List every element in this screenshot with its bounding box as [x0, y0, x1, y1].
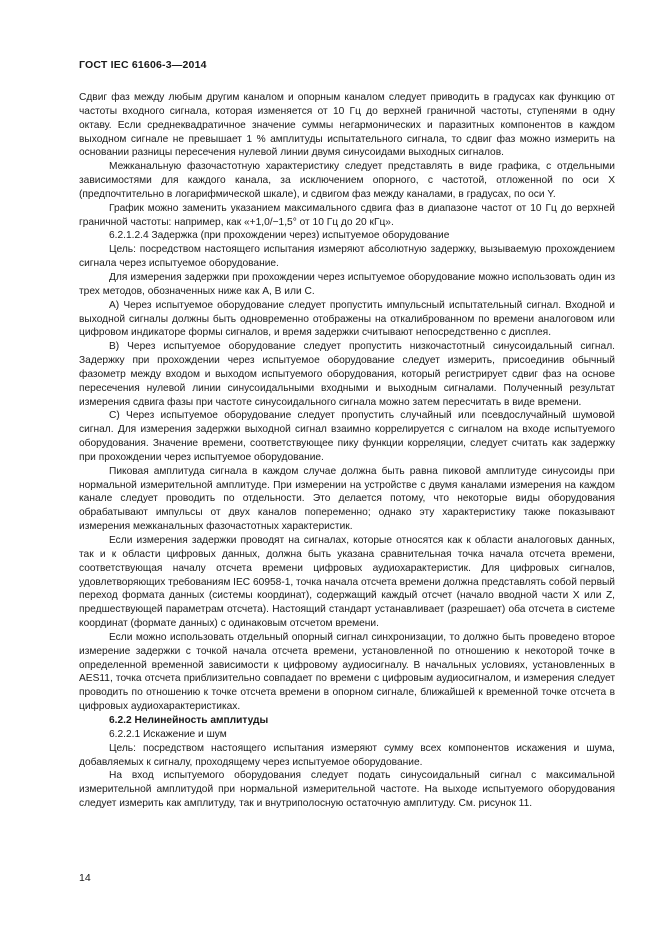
paragraph: A) Через испытуемое оборудование следует пропустить импульсный испытательный сигнал. Входной и выходной сигналы должны быть одновременно отображены на откалиброванном по времени аналоговом или цифровом индикаторе формы сигналов, и время задержки считывают непосредственно с дисплея.: [79, 299, 615, 339]
paragraph: Цель: посредством настоящего испытания измеряют сумму всех компонентов искажения и шума, добавляемых к сигналу, проходящему через испытуемое оборудование.: [79, 742, 615, 768]
document-body: [79, 91, 615, 811]
paragraph: Межканальную фазочастотную характеристику следует представлять в виде графика, с отдельными зависимостями для каждого канала, за исключением опорного, с частотой, отложенной по оси X (предпочтительно в логарифмической шкале), и сдвигом фаз между каналами, в градусах, по оси Y.: [79, 161, 615, 200]
paragraph: Если измерения задержки проводят на сигналах, которые относятся как к области аналоговых данных, так и к области цифровых данных, должна быть указана сравнительная точка начала отсчета времени, соответствующая началу отсчета времени цифровых аудиохарактеристик. Для цифровых сигналов, удовлетворяющих требованиям IEC 60958-1, точка начала отсчета времени должна представлять собой первый переход формата данных (системы координат), содержащий каждый отсчет (начало вводной части X или Z, предшествующей параметрам отсчета). Настоящий стандарт устанавливает (разрешает) оба отсчета в системе координат (формате данных) с одинаковым отсчетом времени.: [79, 535, 615, 630]
paragraph: Если можно использовать отдельный опорный сигнал синхронизации, то должно быть проведено второе измерение задержки с точкой начала отсчета времени, установленной по отношению к некоторой точке в определенной временной зависимости к цифровому аудиосигналу. В начальных условиях, установленных в AES11, точка отсчета приблизительно совпадает по времени с цифровым аудиосигналом, и измерения следует проводить по отношению к точке отсчета времени в опорном сигнале, ближайшей к временной точке отсчета в цифровых аудиохарактеристиках.: [79, 631, 615, 713]
page-number: 14: [79, 872, 91, 884]
paragraph: C) Через испытуемое оборудование следует пропустить случайный или псевдослучайный шумовой сигнал. Для измерения задержки выходной сигнал взаимно коррелируется с сигналом на входе испытуемого оборудования. Значение времени, соответствующее пику функции корреляции, следует считать как задержку при прохождении через испытуемое оборудование.: [79, 410, 615, 463]
paragraph: Пиковая амплитуда сигнала в каждом случае должна быть равна пиковой амплитуде синусоиды при нормальной измерительной амплитуде. При измерении на устройстве с двумя каналами измерения на каждом канале следует проводить по отдельности. Это делается потому, что некоторые виды оборудования обрабатывают импульсы от двух каналов попеременно; однако эту характеристику также показывают измерения межканальных фазочастотных характеристик.: [79, 465, 615, 533]
section-heading: 6.2.2.1 Искажение и шум: [109, 728, 227, 740]
paragraph: На вход испытуемого оборудования следует подать синусоидальный сигнал с максимальной измерительной амплитудой при нормальной измерительной частоте. На выходе испытуемого оборудования следует измерить как амплитуду, так и внутриполосную остаточную амплитуду. См. рисунок 11.: [79, 770, 615, 810]
paragraph: График можно заменить указанием максимального сдвига фаз в диапазоне частот от 10 Гц до верхней граничной частоты: например, как «+1,0/−1,5° от 10 Гц до 20 кГц».: [79, 202, 615, 228]
paragraph: Цель: посредством настоящего испытания измеряют абсолютную задержку, вызываемую прохождением сигнала через испытуемое оборудование.: [79, 244, 615, 270]
document-header: ГОСТ IEC 61606-3—2014: [79, 59, 207, 71]
section-heading: 6.2.1.2.4 Задержка (при прохождении через) испытуемое оборудование: [109, 230, 450, 242]
paragraph: B) Через испытуемое оборудование следует пропустить низкочастотный синусоидальный сигнал. Задержку при прохождении через испытуемое оборудование следует измерить, присоединив обычный фазометр между входом и выходом испытуемого оборудования, который регистрирует сдвиг фаз на основе пересечения нулевой линии синусоидальными входными и выходным сигналами. Полученный результат измерения сдвига фазы при частоте синусоидального сигнала можно затем пересчитать в виде времени.: [79, 341, 615, 408]
paragraph: Для измерения задержки при прохождении через испытуемое оборудование можно использовать один из трех методов, обозначенных ниже как A, B или C.: [79, 271, 615, 297]
paragraph: Сдвиг фаз между любым другим каналом и опорным каналом следует приводить в градусах как функцию от частоты входного сигнала, которая изменяется от 10 Гц до верхней граничной частоты, ступенями в одну октаву. Если среднеквадратичное значение суммы негармонических и паразитных компонентов в каждом выходном сигнале не превышает 1 % амплитуды испытательного сигнала, то сдвиг фаз можно измерить на основании разницы пересечения нулевой линии двумя синусоидами выходных сигналов.: [79, 92, 615, 159]
section-heading: 6.2.2 Нелинейность амплитуды: [109, 714, 269, 726]
